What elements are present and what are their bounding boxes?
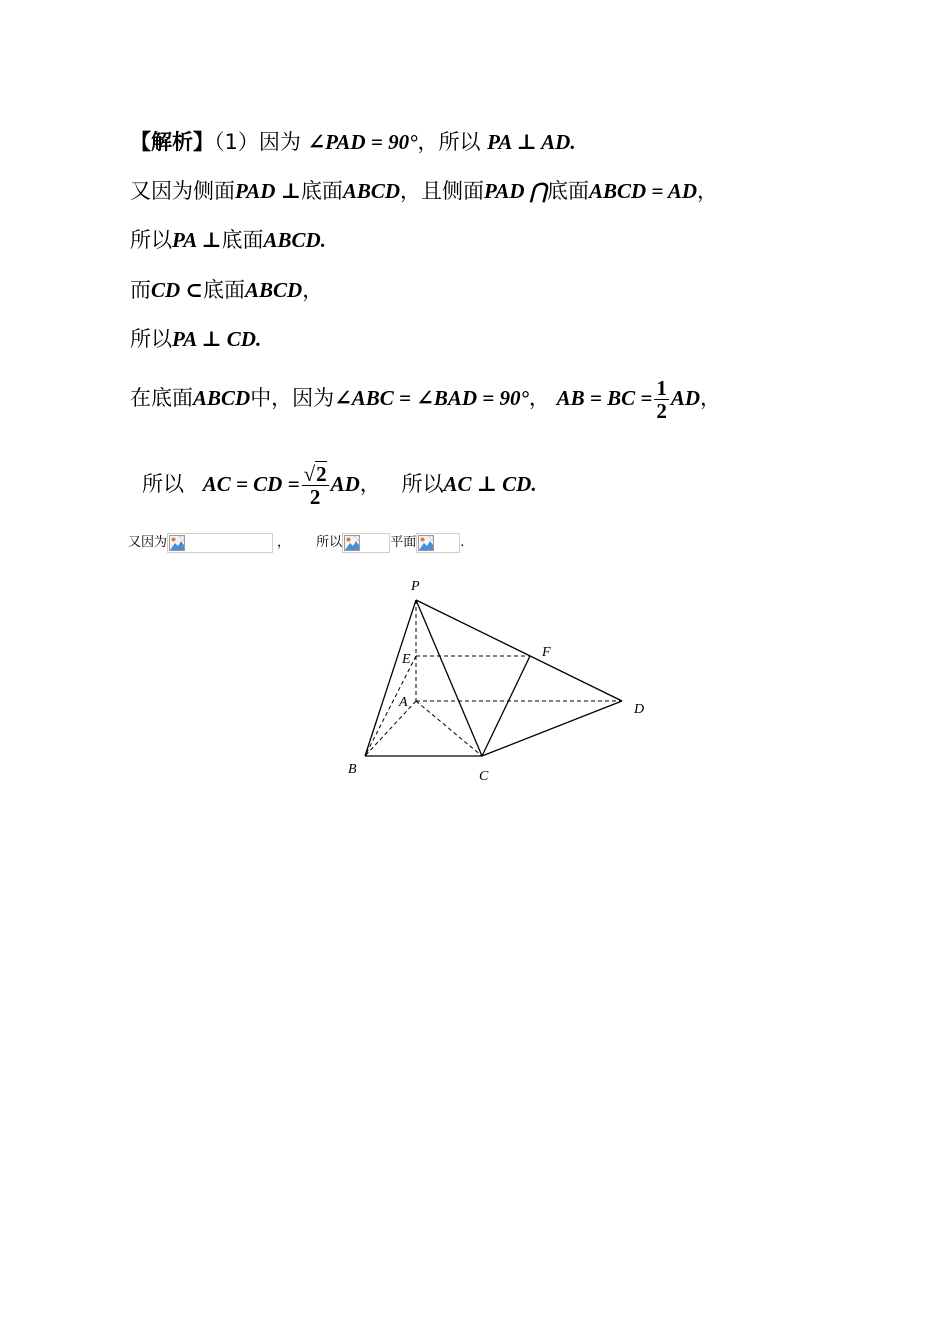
fraction-sqrt2-over-2	[302, 463, 329, 508]
text: 所以	[401, 472, 444, 496]
broken-image-icon	[344, 535, 360, 551]
text: 因为	[258, 130, 301, 154]
edge-pd	[416, 600, 622, 701]
broken-image-placeholder	[342, 533, 390, 553]
solution-line-5	[130, 325, 261, 353]
text: 底面	[203, 278, 246, 302]
text: 而	[130, 278, 151, 302]
punct: ，	[700, 386, 722, 410]
punct: ，	[697, 179, 719, 203]
analysis-bracket: 【解析】	[130, 130, 214, 154]
text: 中，因为	[250, 386, 335, 410]
math: AC = CD =	[202, 472, 300, 496]
broken-image-icon	[169, 535, 185, 551]
text: 又因为	[128, 535, 168, 550]
solution-line-4	[130, 276, 323, 304]
label-b: B	[348, 762, 357, 777]
pyramid-diagram	[330, 570, 660, 790]
math: AC ⊥ CD	[443, 472, 532, 496]
fraction-denominator: 2	[309, 485, 321, 509]
math: PAD ⊥	[235, 179, 301, 203]
math: PA ⊥ AD	[487, 130, 571, 154]
broken-image-icon	[418, 535, 434, 551]
label-f: F	[542, 645, 551, 660]
broken-image-placeholder	[167, 533, 273, 553]
solution-line-3	[130, 226, 326, 254]
math: ABCD	[342, 179, 401, 203]
label-c: C	[479, 769, 489, 784]
text: ，且侧面	[400, 179, 485, 203]
text: 又因为侧面	[130, 179, 235, 203]
label-a: A	[399, 695, 408, 710]
punct: .	[320, 228, 326, 252]
broken-image-placeholder	[416, 533, 460, 553]
text: 底面	[546, 179, 589, 203]
label-e: E	[402, 652, 411, 667]
math: AB = BC =	[556, 386, 653, 410]
math: ABCD	[263, 228, 321, 252]
label-d: D	[634, 702, 645, 717]
solution-line-2	[130, 177, 718, 205]
edge-cf	[482, 656, 530, 756]
edge-pb	[365, 600, 416, 756]
math: CD ⊂	[151, 278, 204, 302]
text: ，所以	[417, 130, 481, 154]
math: PA ⊥ CD	[172, 327, 256, 351]
punct: .	[531, 472, 537, 496]
punct: ，	[302, 278, 324, 302]
fraction-numerator: 1	[656, 376, 667, 400]
edge-cd	[482, 701, 622, 756]
edge-ab	[365, 701, 416, 756]
punct: ，	[277, 535, 291, 550]
solution-line-1	[130, 128, 576, 156]
math: ABCD	[193, 386, 251, 410]
solution-line-6	[130, 372, 721, 424]
text: 所以	[142, 472, 184, 496]
label-p: P	[411, 579, 420, 594]
math: ABCD = AD	[588, 179, 698, 203]
text: 所以	[130, 228, 172, 252]
text: ，	[528, 386, 550, 410]
math: PAD ⋂	[484, 179, 547, 203]
fraction-denominator: 2	[656, 399, 667, 423]
edge-pc	[416, 600, 482, 756]
math: ∠ABC = ∠BAD = 90°	[334, 386, 529, 410]
math: ABCD	[245, 278, 303, 302]
solution-line-8	[128, 532, 464, 554]
math: ∠PAD = 90°	[307, 130, 418, 154]
math: PA ⊥	[172, 228, 222, 252]
text: 在底面	[130, 386, 193, 410]
fraction-numerator: √2	[303, 462, 327, 486]
text: 所以	[316, 535, 343, 550]
punct: ，	[359, 472, 381, 496]
punct: .	[255, 327, 262, 351]
text: 平面	[390, 535, 417, 550]
punct: .	[570, 130, 576, 154]
text: 底面	[300, 179, 343, 203]
edge-ac	[416, 701, 482, 756]
solution-line-7	[142, 456, 537, 512]
edge-eb	[365, 656, 416, 756]
part-number: （1）	[214, 130, 259, 154]
math: AD	[330, 472, 360, 496]
punct: .	[460, 535, 465, 550]
text: 所以	[130, 327, 172, 351]
fraction-one-half	[654, 377, 669, 422]
math: AD	[670, 386, 701, 410]
text: 底面	[221, 228, 264, 252]
